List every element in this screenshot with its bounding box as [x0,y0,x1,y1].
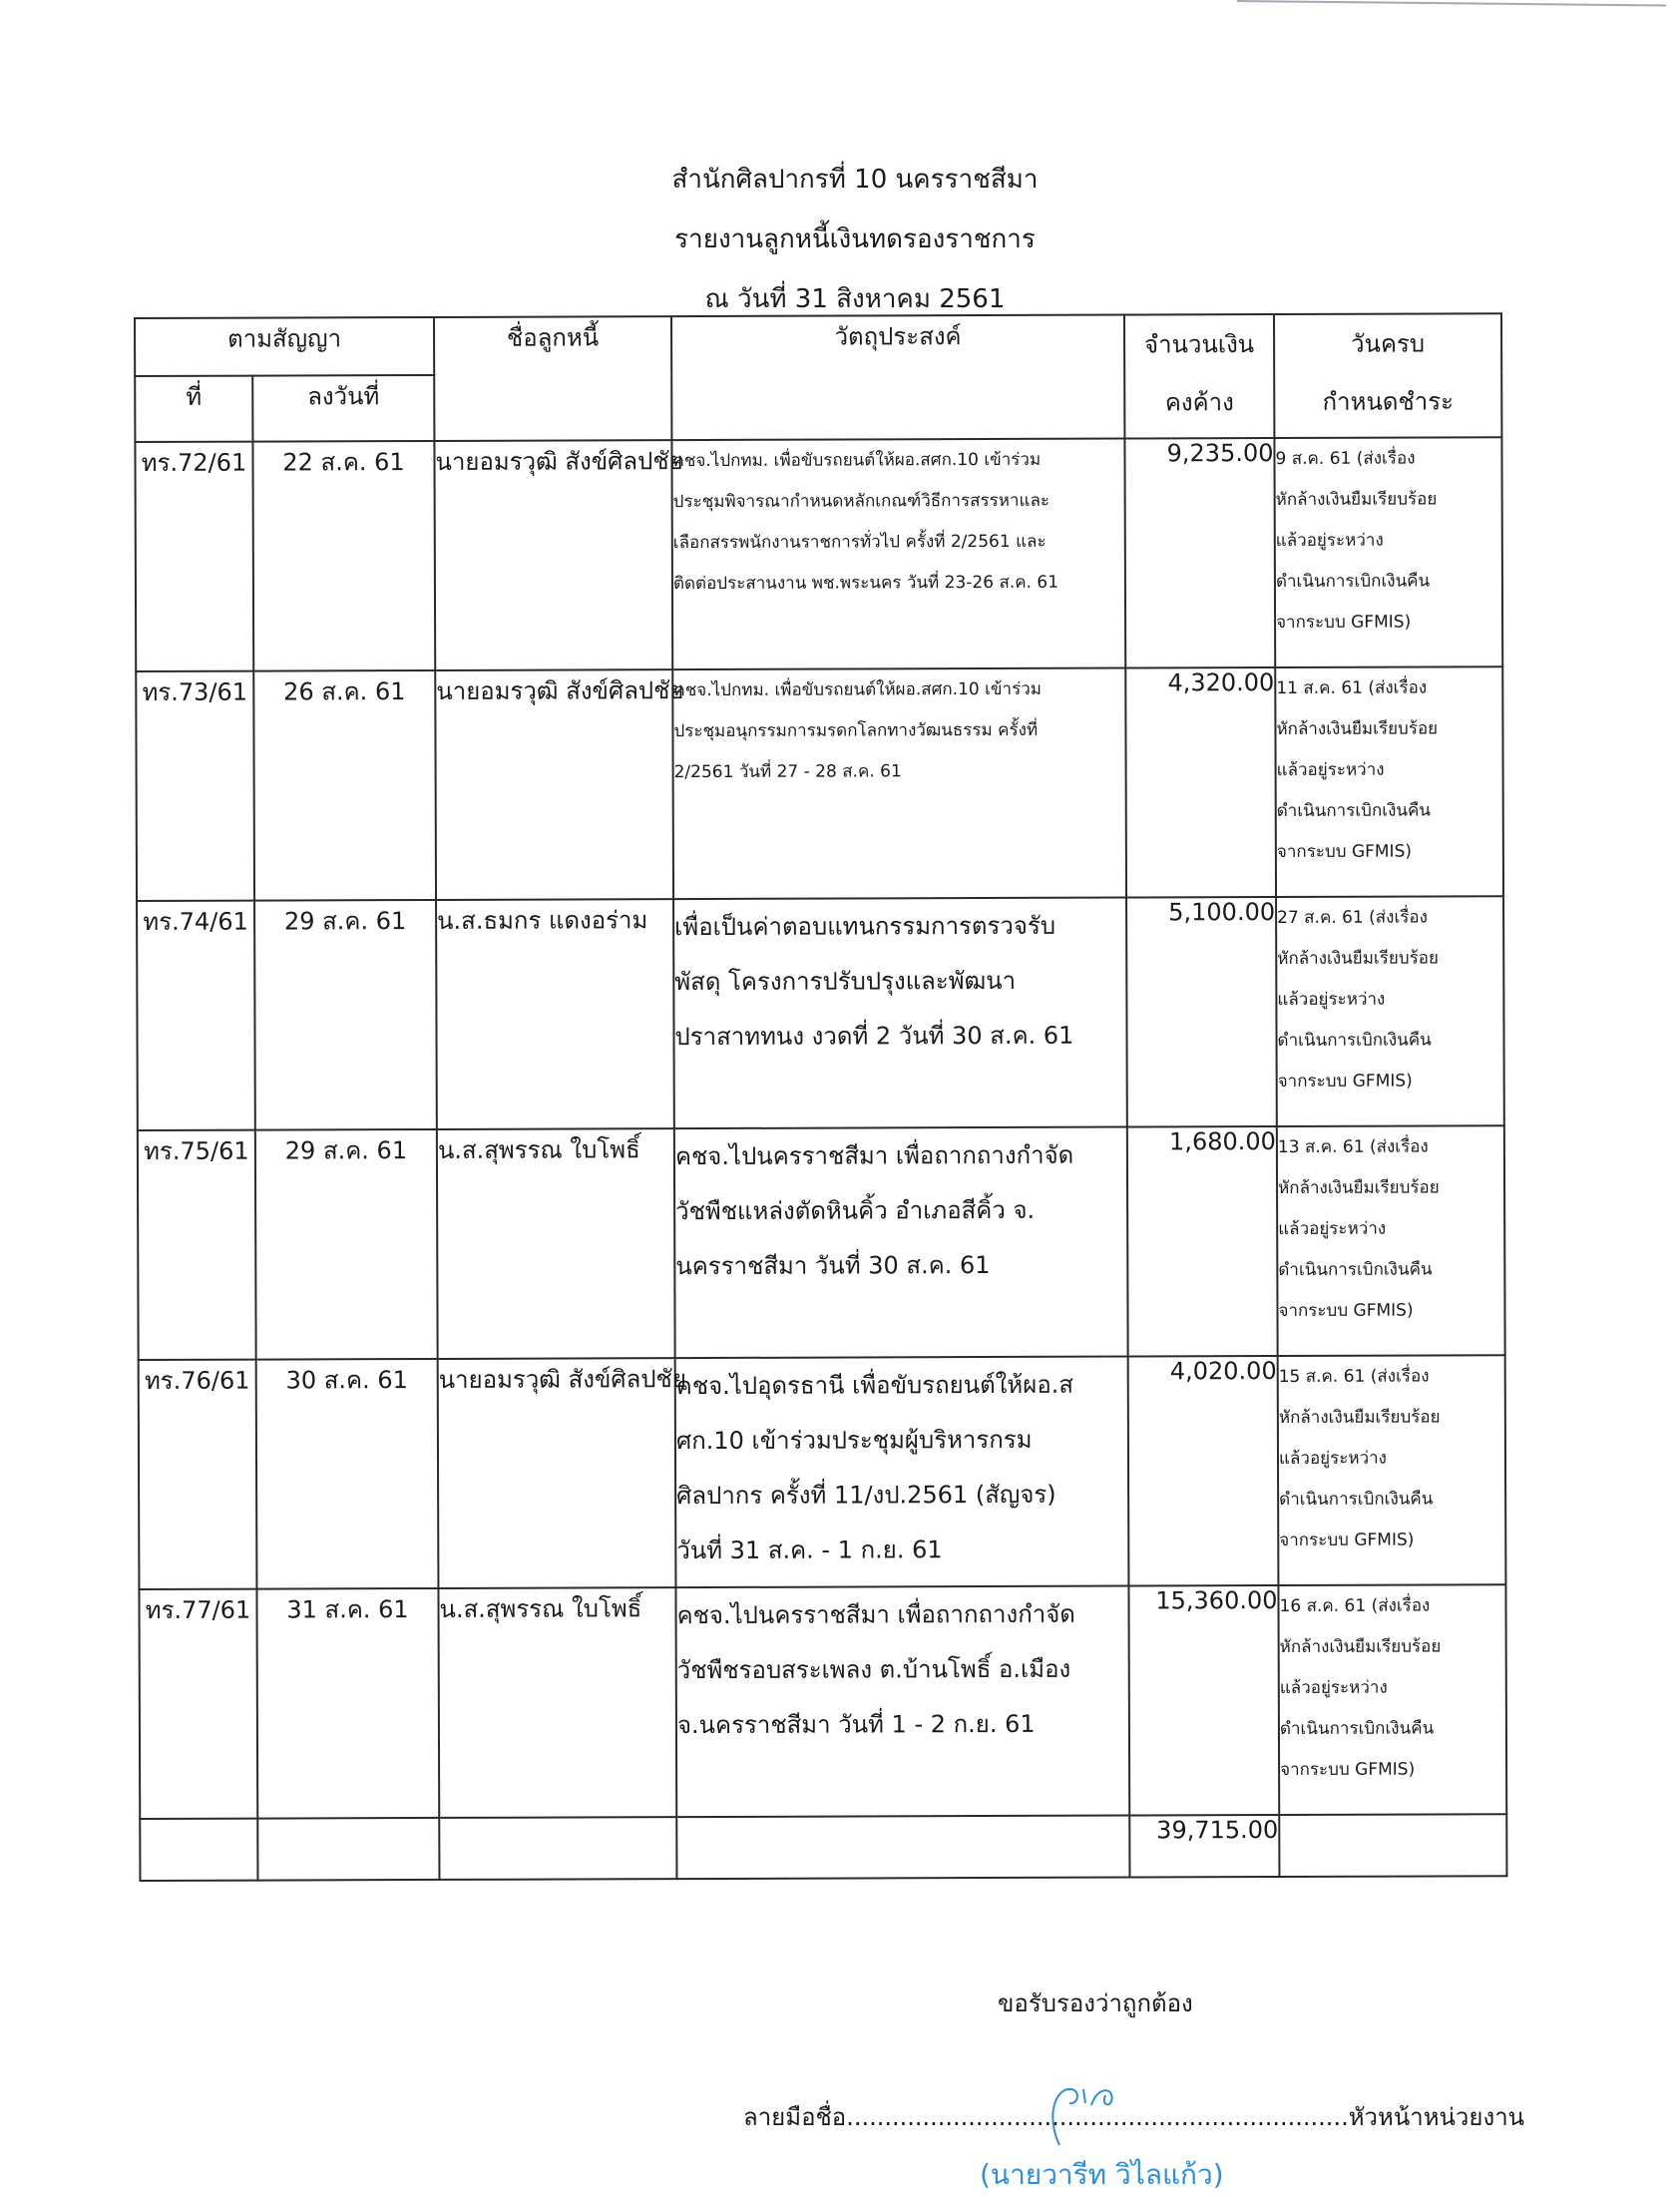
due-line: จากระบบ GFMIS) [1277,1071,1413,1093]
handwritten-signature [1038,2075,1157,2165]
due-line: 15 ส.ค. 61 (ส่งเรื่อง [1278,1366,1430,1388]
outstanding-amount: 4,020.00 [1128,1356,1279,1586]
due-line: ดำเนินการเบิกเงินคืน [1276,800,1432,822]
due-line: จากระบบ GFMIS) [1280,1759,1416,1780]
total-empty-cell [439,1817,676,1880]
total-empty-cell [1279,1814,1506,1877]
contract-date: 22 ส.ค. 61 [252,441,435,671]
debtor-name: นายอมรวุฒิ สังข์ศิลปชัย [434,440,672,670]
purpose-line: วัชพืชรอบสระเพลง ต.บ้านโพธิ์ อ.เมือง [676,1654,1071,1685]
total-empty-cell [140,1819,257,1881]
report-date: ณ วันที่ 31 สิงหาคม 2561 [704,284,1006,314]
debtor-name: น.ส.สุพรรณ ใบโพธิ์ [438,1587,676,1818]
outstanding-amount: 9,235.00 [1124,438,1275,668]
due-line: 13 ส.ค. 61 (ส่งเรื่อง [1277,1136,1429,1158]
contract-date: 29 ส.ค. 61 [254,900,437,1130]
due-line: 16 ส.ค. 61 (ส่งเรื่อง [1279,1595,1431,1616]
due-line: แล้วอยู่ระหว่าง [1275,530,1384,552]
debtor-name: นายอมรวุฒิ สังข์ศิลปชัย [435,669,673,900]
due-line: แล้วอยู่ระหว่าง [1278,1218,1387,1240]
purpose-line: ปราสาททนง งวดที่ 2 วันที่ 30 ส.ค. 61 [674,1021,1074,1052]
due-line: 11 ส.ค. 61 (ส่งเรื่อง [1276,677,1428,699]
header-debtor: ชื่อลูกหนี้ [434,316,671,441]
report-header [0,150,1680,329]
table-row [136,666,1503,901]
contract-date: 29 ส.ค. 61 [255,1129,438,1360]
contract-no: ทร.74/61 [137,901,255,1130]
due-date-cell [1278,1355,1506,1585]
due-line: ดำเนินการเบิกเงินคืน [1275,571,1431,593]
due-line: จากระบบ GFMIS) [1278,1300,1414,1322]
purpose-cell [673,898,1127,1129]
due-date-cell [1276,896,1504,1126]
due-line: หักล้างเงินยืมเรียบร้อย [1278,1407,1441,1428]
purpose-line: พัสดุ โครงการปรับปรุงและพัฒนา [674,966,1017,997]
debtor-name: น.ส.สุพรรณ ใบโพธิ์ [437,1128,675,1359]
purpose-cell [671,439,1125,670]
header-due-line2: กำหนดชำระ [1322,387,1455,416]
purpose-line: จ.นครราชสีมา วันที่ 1 - 2 ก.ย. 61 [676,1709,1036,1740]
debtor-name: น.ส.ธมกร แดงอร่าม [436,899,674,1129]
table-row [138,1125,1505,1360]
due-line: ดำเนินการเบิกเงินคืน [1279,1718,1435,1739]
contract-no: ทร.77/61 [139,1589,257,1819]
outstanding-amount: 15,360.00 [1128,1585,1279,1816]
purpose-line: คชจ.ไปกทม. เพื่อขับรถยนต์ให้ผอ.สศก.10 เข้าร่วม [673,678,1042,701]
contract-date: 26 ส.ค. 61 [253,670,436,901]
due-line: แล้วอยู่ระหว่าง [1277,989,1386,1011]
due-line: ดำเนินการเบิกเงินคืน [1278,1259,1433,1281]
report-title: รายงานลูกหนี้เงินทดรองราชการ [674,224,1036,254]
due-line: จากระบบ GFMIS) [1276,841,1413,863]
purpose-line: นครราชสีมา วันที่ 30 ส.ค. 61 [675,1251,991,1281]
due-line: หักล้างเงินยืมเรียบร้อย [1275,489,1438,511]
table-row [139,1584,1506,1819]
due-line: แล้วอยู่ระหว่าง [1276,759,1385,781]
due-date-cell [1274,437,1502,667]
due-line: หักล้างเงินยืมเรียบร้อย [1278,1177,1440,1199]
due-date-cell [1275,666,1503,897]
header-amount-line1: จำนวนเงิน [1143,330,1255,359]
due-line: ดำเนินการเบิกเงินคืน [1279,1489,1434,1510]
header-date: ลงวันที่ [252,375,434,442]
purpose-line: วันที่ 31 ส.ค. - 1 ก.ย. 61 [676,1536,943,1565]
outstanding-amount: 1,680.00 [1127,1126,1278,1357]
purpose-line: ศิลปากร ครั้งที่ 11/งป.2561 (สัญจร) [676,1480,1056,1511]
total-empty-cell [676,1816,1129,1880]
header-due [1274,313,1501,438]
purpose-line: คชจ.ไปนครราชสีมา เพื่อถากถางกำจัด [674,1140,1074,1171]
purpose-line: ติดต่อประสานงาน พช.พระนคร วันที่ 23-26 ส.ค. 61 [672,572,1059,595]
purpose-line: เลือกสรรพนักงานราชการทั่วไป ครั้งที่ 2/2561 และ [672,531,1047,554]
due-line: ดำเนินการเบิกเงินคืน [1277,1030,1432,1052]
purpose-line: 2/2561 วันที่ 27 - 28 ส.ค. 61 [673,761,902,783]
due-line: จากระบบ GFMIS) [1276,612,1412,634]
purpose-line: เพื่อเป็นค่าตอบแทนกรรมการตรวจรับ [674,911,1056,942]
contract-no: ทร.72/61 [135,442,253,671]
signature-dots: .................................................................. [846,2103,1349,2131]
purpose-line: ศก.10 เข้าร่วมประชุมผู้บริหารกรม [675,1425,1033,1456]
purpose-cell [674,1127,1128,1359]
purpose-line: ประชุมพิจารณากำหนดหลักเกณฑ์วิธีการสรรหาและ [672,490,1050,513]
due-line: หักล้างเงินยืมเรียบร้อย [1277,948,1439,970]
outstanding-amount: 5,100.00 [1126,897,1277,1127]
table-row [135,437,1502,671]
due-line: จากระบบ GFMIS) [1279,1530,1415,1550]
debtor-table [134,312,1507,1882]
due-line: หักล้างเงินยืมเรียบร้อย [1276,718,1439,740]
total-empty-cell [257,1818,439,1881]
signer-position: หัวหน้าหน่วยงาน [1348,2103,1525,2131]
outstanding-amount: 4,320.00 [1125,667,1276,898]
purpose-line: คชจ.ไปอุดรธานี เพื่อขับรถยนต์ให้ผอ.ส [675,1370,1074,1401]
purpose-line: คชจ.ไปกทม. เพื่อขับรถยนต์ให้ผอ.สศก.10 เข้าร่วม [672,449,1042,472]
contract-date: 30 ส.ค. 61 [256,1359,439,1589]
purpose-cell [675,1586,1129,1818]
purpose-line: คชจ.ไปนครราชสีมา เพื่อถากถางกำจัด [676,1599,1075,1630]
debtor-name: นายอมรวุฒิ สังข์ศิลปชัย [438,1358,676,1588]
signer-printed-name: (นายวารีท วิไลแก้ว) [980,2158,1224,2191]
due-line: 9 ส.ค. 61 (ส่งเรื่อง [1275,448,1416,470]
due-line: 27 ส.ค. 61 (ส่งเรื่อง [1277,907,1428,929]
due-line: แล้วอยู่ระหว่าง [1279,1677,1388,1698]
purpose-line: ประชุมอนุกรรมการมรดกโลกทางวัฒนธรรม ครั้งที่ [673,719,1039,742]
total-row [140,1814,1506,1881]
scan-edge-line [1237,0,1666,15]
due-line: หักล้างเงินยืมเรียบร้อย [1279,1636,1442,1657]
certification-text: ขอรับรองว่าถูกต้อง [998,1989,1193,2017]
total-amount: 39,715.00 [1129,1815,1279,1878]
purpose-cell [672,668,1126,900]
contract-date: 31 ส.ค. 61 [256,1588,439,1819]
due-date-cell [1277,1125,1505,1356]
header-amount [1124,314,1274,439]
header-purpose: วัตถุประสงค์ [671,315,1124,441]
office-name: สำนักศิลปากรที่ 10 นครราชสีมา [671,165,1039,195]
purpose-line: วัชพืชแหล่งตัดหินคิ้ว อำเภอสีคิ้ว จ. [675,1195,1036,1226]
header-contract-group: ตามสัญญา [135,317,434,376]
contract-no: ทร.73/61 [136,671,254,901]
due-line: แล้วอยู่ระหว่าง [1278,1448,1387,1469]
contract-no: ทร.75/61 [138,1130,256,1360]
table-row [137,896,1504,1130]
header-no: ที่ [135,376,252,442]
contract-no: ทร.76/61 [139,1360,257,1589]
purpose-cell [675,1357,1129,1588]
header-due-line1: วันครบ [1351,329,1426,358]
table-row [139,1355,1506,1589]
due-date-cell [1278,1584,1506,1815]
signature-label: ลายมือชื่อ [743,2103,847,2131]
header-amount-line2: คงค้าง [1164,388,1234,417]
